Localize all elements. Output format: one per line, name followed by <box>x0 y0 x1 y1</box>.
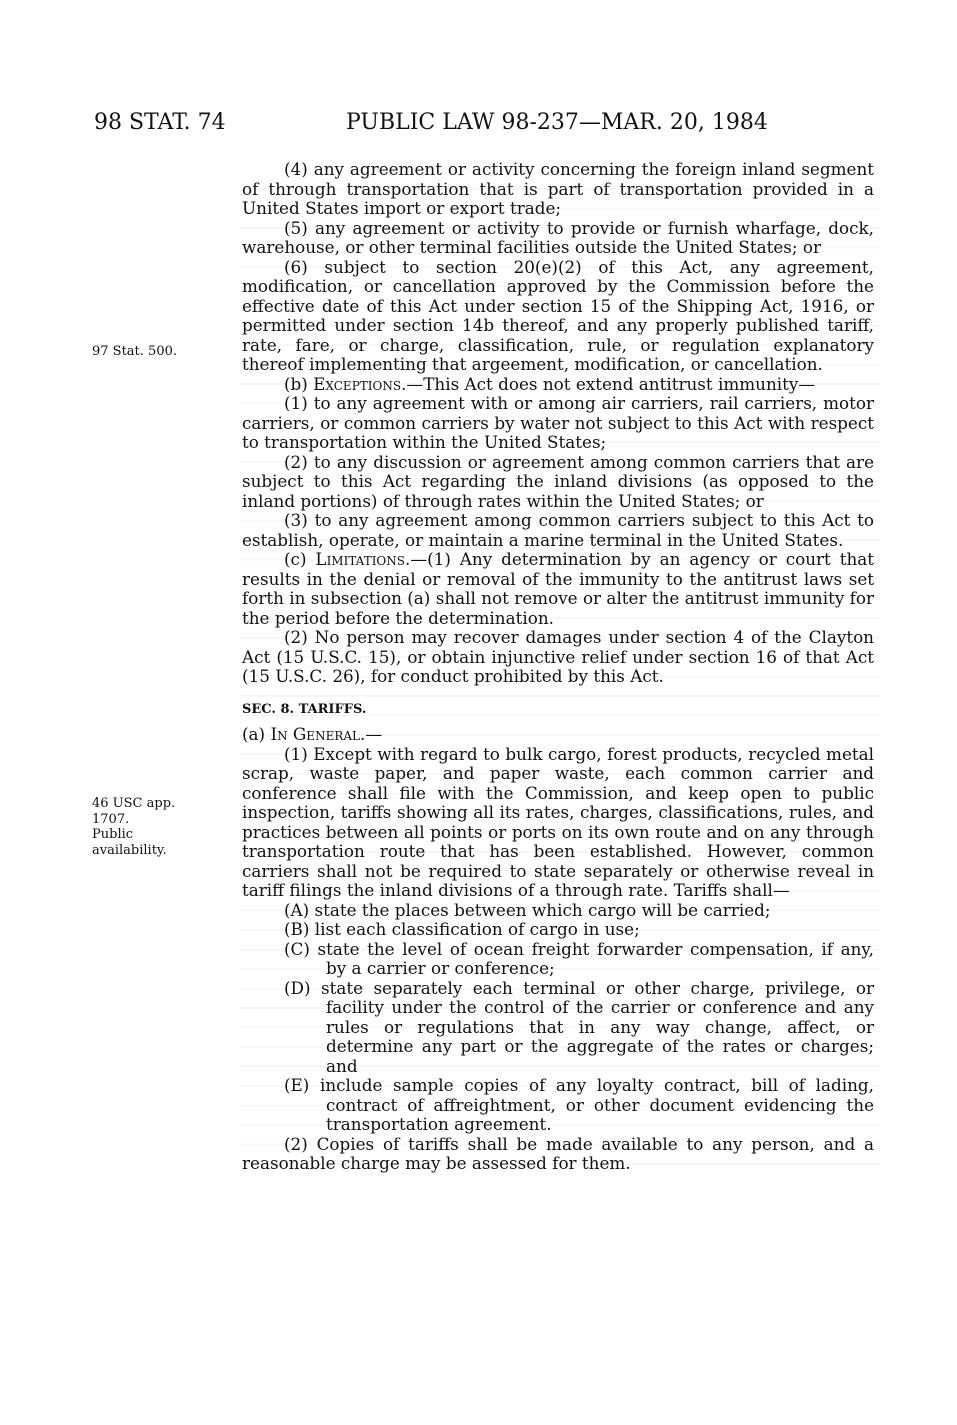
paragraph-8a1-C: (C) state the level of ocean freight forwarder compensation, if any, by a carrier or conference; <box>284 938 874 978</box>
paragraph-b2: (2) to any discussion or agreement among common carriers that are subject to this Act regarding the inland divisions (as opposed to the inland portions) of through rates within the United States; or <box>242 451 874 511</box>
subsection-b-heading: Exceptions. <box>313 373 407 394</box>
subsection-8a-text: — <box>365 724 383 744</box>
subsection-c <box>242 550 874 628</box>
paragraph-a5: (5) any agreement or activity to provide or furnish wharfage, dock, warehouse, or other terminal facilities outside the United States; or <box>242 217 874 257</box>
paragraph-c2: (2) No person may recover damages under section 4 of the Clayton Act (15 U.S.C. 15), or obtain injunctive relief under section 16 of that Act (15 U.S.C. 26), for conduct prohibited by this Act. <box>242 627 874 686</box>
subsection-b <box>242 375 874 395</box>
paragraph-b3: (3) to any agreement among common carriers subject to this Act to establish, operate, or maintain a marine terminal in the United States. <box>242 510 874 550</box>
paragraph-8a1-D: (D) state separately each terminal or other charge, privilege, or facility under the control of the carrier or conference and any rules or regulations that in any way change, affect, or determine any part or the aggregate of the rates or charges; and <box>284 977 874 1076</box>
subsection-c-label: (c) <box>284 549 316 569</box>
page-stat-reference: 98 STAT. 74 <box>94 110 226 135</box>
subsection-b-text: —This Act does not extend antitrust immunity— <box>406 373 816 394</box>
paragraph-b1: (1) to any agreement with or among air carriers, rail carriers, motor carriers, or common carriers by water not subject to this Act with respect to transportation within the United States; <box>242 393 874 452</box>
subsection-b-label: (b) <box>284 373 314 394</box>
running-header: PUBLIC LAW 98-237—MAR. 20, 1984 <box>346 110 768 135</box>
subsection-c-text: —(1) Any determination by an agency or court that results in the denial or removal of the immunity to the antitrust laws set forth in subsection (a) shall not remove or alter the antitrust immunity for the period before the determination. <box>242 549 874 628</box>
margin-note-stat: 97 Stat. 500. <box>92 344 177 359</box>
paragraph-8a1-E: (E) include sample copies of any loyalty contract, bill of lading, contract of affreightment, or other document evidencing the transportation agreement. <box>284 1075 874 1134</box>
paragraph-8a1-A: (A) state the places between which cargo will be carried; <box>284 899 771 920</box>
subsection-8a-heading: In General. <box>270 724 366 744</box>
margin-note-usc-line2: 1707. <box>92 811 130 827</box>
subsection-8a <box>242 725 874 745</box>
subsection-c-heading: Limitations. <box>315 549 411 569</box>
paragraph-8a2: (2) Copies of tariffs shall be made available to any person, and a reasonable charge may be assessed for them. <box>242 1133 874 1173</box>
paragraph-a4: (4) any agreement or activity concerning the foreign inland segment of through transportation that is part of transportation provided in a United States import or export trade; <box>242 159 874 218</box>
paragraph-8a1-B: (B) list each classification of cargo in use; <box>284 919 640 939</box>
statute-body <box>242 160 874 1174</box>
paragraph-8a1: (1) Except with regard to bulk cargo, forest products, recycled metal scrap, waste paper, and paper waste, each common carrier and conference shall file with the Commission, and keep open to public inspection, tariffs showing all its rates, charges, classifications, rules, and practices between all points or ports on its own route and on any through transportation route that has been established. However, common carriers shall not be required to state separately or otherwise reveal in tariff filings the inland divisions of a through rate. Tariffs shall— <box>242 743 874 900</box>
margin-note-public-line2: availability. <box>92 842 167 858</box>
section-8-heading: SEC. 8. TARIFFS. <box>242 701 367 717</box>
paragraph-a6: (6) subject to section 20(e)(2) of this Act, any agreement, modification, or cancellation approved by the Commission before the effective date of this Act under section 15 of the Shipping Act, 1916, or permitted under section 14b thereof, and any properly published tariff, rate, fare, or charge, classification, rule, or regulation explanatory thereof implementing that argeement, modification, or cancellation. <box>242 256 874 374</box>
margin-note-usc <box>92 796 175 858</box>
margin-note-usc-line1: 46 USC app. <box>92 796 176 811</box>
subsection-8a-label: (a) <box>242 724 271 744</box>
margin-note-public-line1: Public <box>92 827 134 842</box>
